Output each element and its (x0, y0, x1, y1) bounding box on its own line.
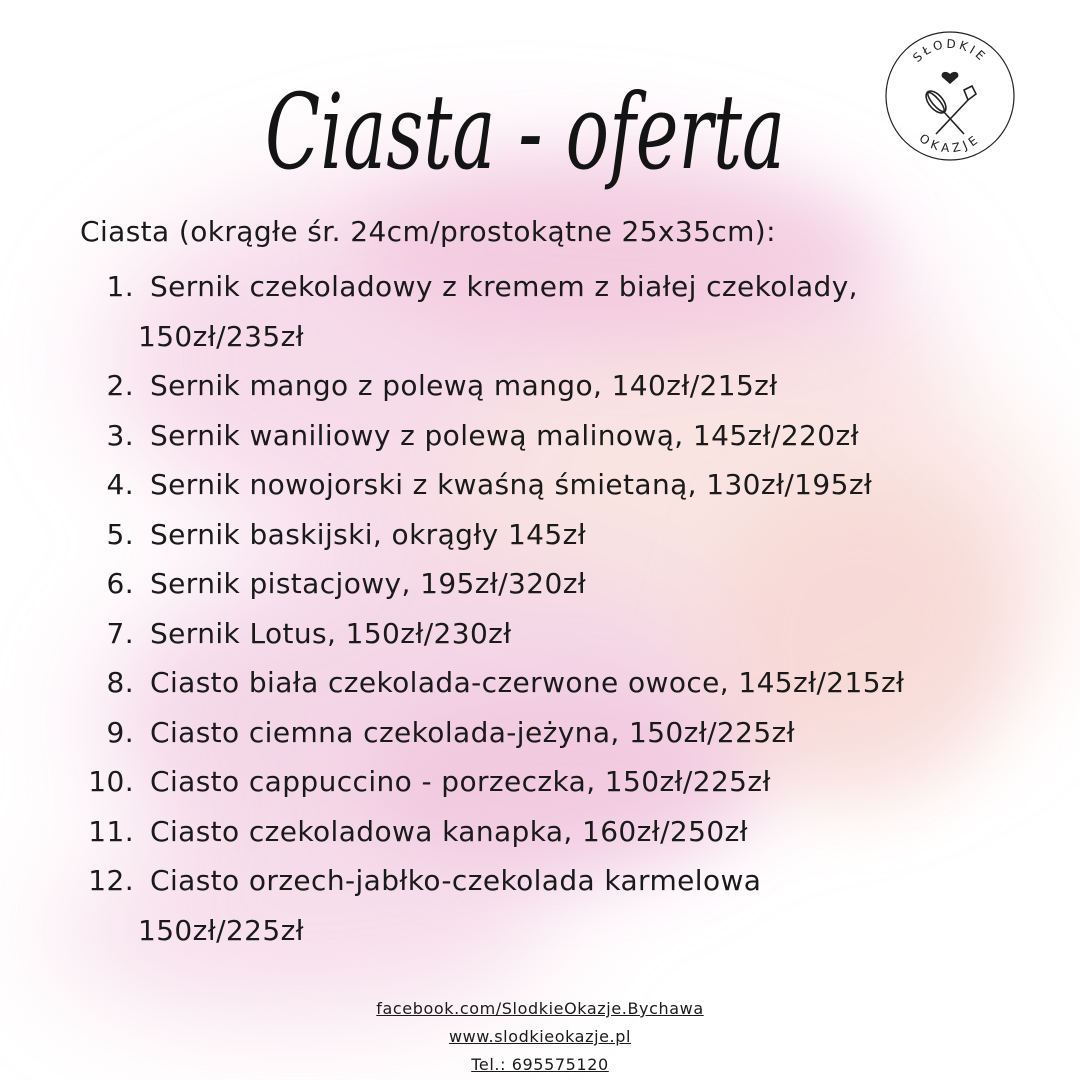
list-item (80, 807, 904, 857)
item-number: 7. (106, 616, 134, 650)
list-item (80, 411, 904, 461)
list-item (80, 856, 904, 955)
list-item (80, 609, 904, 659)
item-number: 11. (88, 814, 134, 848)
list-item (80, 361, 904, 411)
svg-text:OKAZJE: OKAZJE (916, 131, 984, 156)
item-price: 150zł/225zł (138, 913, 305, 947)
list-item (80, 708, 904, 758)
item-text: Sernik czekoladowy z kremem z białej czekolady, (150, 270, 858, 303)
list-item (80, 757, 904, 807)
page-title (255, 18, 795, 208)
facebook-link[interactable]: facebook.com/SlodkieOkazje.Bychawa (376, 999, 704, 1018)
list-item (80, 658, 904, 708)
item-text: Ciasto ciemna czekolada-jeżyna, 150zł/225zł (150, 715, 796, 749)
list-item (80, 262, 904, 361)
heart-icon (942, 72, 959, 84)
logo (882, 28, 1018, 164)
item-text: Ciasto cappuccino - porzeczka, 150zł/225zł (150, 765, 771, 798)
phone-link[interactable]: Tel.: 695575120 (471, 1055, 609, 1074)
item-text: Sernik pistacjowy, 195zł/320zł (150, 567, 587, 600)
item-number: 4. (106, 468, 134, 501)
item-text: Sernik nowojorski z kwaśną śmietaną, 130zł/195zł (150, 468, 873, 501)
item-text: Ciasto orzech-jabłko-czekolada karmelowa (150, 864, 762, 897)
item-number: 8. (106, 666, 134, 699)
cake-size-intro: Ciasta (okrągłe śr. 24cm/prostokątne 25x35cm): (80, 215, 776, 248)
list-item (80, 510, 904, 560)
website-link[interactable]: www.slodkieokazje.pl (448, 1027, 632, 1046)
item-price: 150zł/235zł (138, 319, 305, 353)
item-text: Ciasto biała czekolada-czerwone owoce, 145zł/215zł (150, 666, 905, 699)
item-number: 3. (106, 418, 134, 452)
item-number: 10. (88, 765, 134, 798)
item-text: Ciasto czekoladowa kanapka, 160zł/250zł (150, 814, 749, 848)
item-number: 2. (106, 369, 134, 402)
item-text: Sernik baskijski, okrągły 145zł (150, 517, 587, 551)
item-number: 12. (88, 864, 134, 897)
item-number: 6. (106, 567, 134, 600)
item-number: 1. (106, 270, 134, 303)
svg-text:Ciasta - oferta: Ciasta - oferta (265, 71, 785, 193)
contact-footer (0, 995, 1080, 1079)
item-text: Sernik waniliowy z polewą malinową, 145zł/220zł (150, 418, 859, 452)
item-text: Sernik mango z polewą mango, 140zł/215zł (150, 369, 778, 402)
list-item (80, 559, 904, 609)
spatula-icon (936, 86, 976, 134)
svg-text:SŁODKIE: SŁODKIE (910, 36, 990, 65)
item-number: 9. (106, 715, 134, 749)
list-item (80, 460, 904, 510)
item-text: Sernik Lotus, 150zł/230zł (150, 616, 512, 650)
offer-list (80, 262, 904, 955)
item-number: 5. (106, 517, 134, 551)
